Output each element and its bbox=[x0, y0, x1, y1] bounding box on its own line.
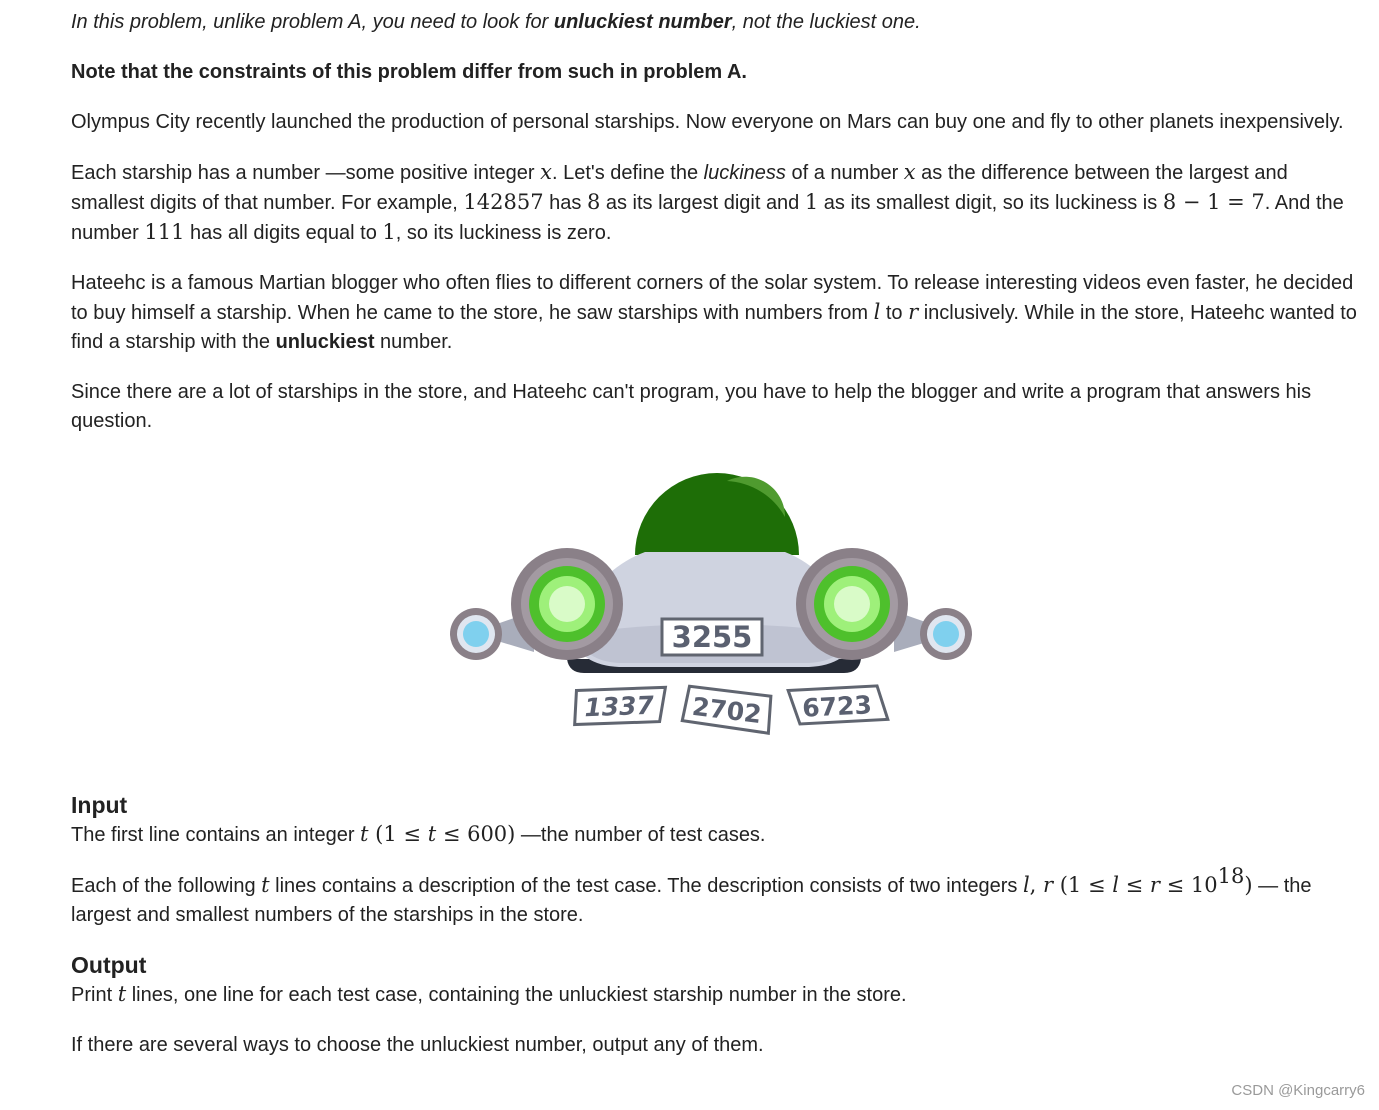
math-t: t bbox=[261, 873, 270, 897]
output-paragraph-1: Print t lines, one line for each test case, containing the unluckiest starship number in the store. bbox=[71, 982, 907, 1006]
plate-3 bbox=[788, 685, 888, 724]
math-number: 1 bbox=[804, 190, 819, 214]
input-paragraph-2: Each of the following t lines contains a description of the test case. The description consists of two integers l, r $(1 \le l \le r \le 10^{18})$ — the largest and smallest numbers of the starships in the store. bbox=[71, 864, 1312, 926]
math-r: r bbox=[908, 300, 919, 324]
intro-paragraph-1: In this problem, unlike problem A, you need to look for unluckiest number, not the luckiest one. bbox=[71, 11, 921, 33]
plate-1 bbox=[573, 687, 666, 724]
math-number: 1 bbox=[382, 220, 396, 244]
right-light bbox=[933, 621, 959, 647]
math-t: t bbox=[360, 822, 369, 846]
math-r: r bbox=[1043, 873, 1054, 897]
math-t: t bbox=[427, 822, 437, 846]
math-equation: 8 − 1 = 7 bbox=[1162, 190, 1265, 214]
math-x: x bbox=[903, 160, 916, 184]
dome bbox=[635, 473, 799, 555]
luckiness-term: luckiness bbox=[703, 162, 786, 184]
unluckiest-number-emphasis: unluckiest number bbox=[553, 11, 732, 33]
math-number: 8 bbox=[586, 190, 601, 214]
plate-2 bbox=[682, 686, 773, 733]
intro-paragraph-3: Olympus City recently launched the production of personal starships. Now everyone on Mars can buy one and fly to other planets inexpensively. bbox=[71, 111, 1344, 133]
plate-2-number: 2702 bbox=[690, 691, 764, 730]
starship-illustration bbox=[71, 457, 1366, 779]
task-paragraph: Since there are a lot of starships in the store, and Hateehc can't program, you have to help the blogger and write a program that answers his question. bbox=[71, 381, 1312, 432]
starship-image bbox=[449, 457, 989, 779]
constraints-note: Note that the constraints of this problem differ from such in problem A. bbox=[71, 61, 747, 83]
math-number: 111 bbox=[144, 220, 185, 244]
story-paragraph: Hateehc is a famous Martian blogger who often flies to different corners of the solar system. To release interesting videos even faster, he decided to buy himself a starship. When he came to the store, he saw starships with numbers from l to r inclusively. While in the store, Hateehc wanted to find a starship with the unluckiest number. bbox=[71, 272, 1357, 353]
output-paragraph-2: If there are several ways to choose the unluckiest number, output any of them. bbox=[71, 1034, 764, 1056]
main-plate-number: 3255 bbox=[671, 620, 753, 654]
math-l: l bbox=[873, 300, 881, 324]
math-exponent: 18 bbox=[1217, 864, 1245, 888]
math-r: r bbox=[1149, 873, 1160, 897]
problem-statement bbox=[71, 8, 1366, 1081]
input-heading: Input bbox=[71, 792, 128, 818]
math-x: x bbox=[540, 160, 552, 184]
right-engine-center bbox=[834, 586, 870, 622]
math-number: 142857 bbox=[463, 190, 544, 214]
plate-3-number: 6723 bbox=[801, 690, 873, 723]
math-t: t bbox=[117, 982, 127, 1006]
csdn-watermark: CSDN @Kingcarry6 bbox=[1231, 1082, 1365, 1099]
left-light bbox=[463, 621, 489, 647]
luckiness-definition: Each starship has a number —some positive integer x. Let's define the luckiness of a number x as the difference between the largest and smallest digits of that number. For example, 142857 has 8 as its largest digit and 1 as its smallest digit, so its luckiness is 8 − 1 = 7. And the number 111 has all digits equal to 1, so its luckiness is zero. bbox=[71, 160, 1344, 244]
plate-1-number: 1337 bbox=[583, 690, 655, 723]
left-engine-center bbox=[549, 586, 585, 622]
unluckiest-emphasis: unluckiest bbox=[275, 331, 375, 353]
math-l: l bbox=[1112, 873, 1119, 897]
math-l: l bbox=[1022, 873, 1030, 897]
input-paragraph-1: The first line contains an integer t (1 ≤ t ≤ 600) —the number of test cases. bbox=[71, 822, 766, 846]
output-heading: Output bbox=[71, 952, 147, 978]
